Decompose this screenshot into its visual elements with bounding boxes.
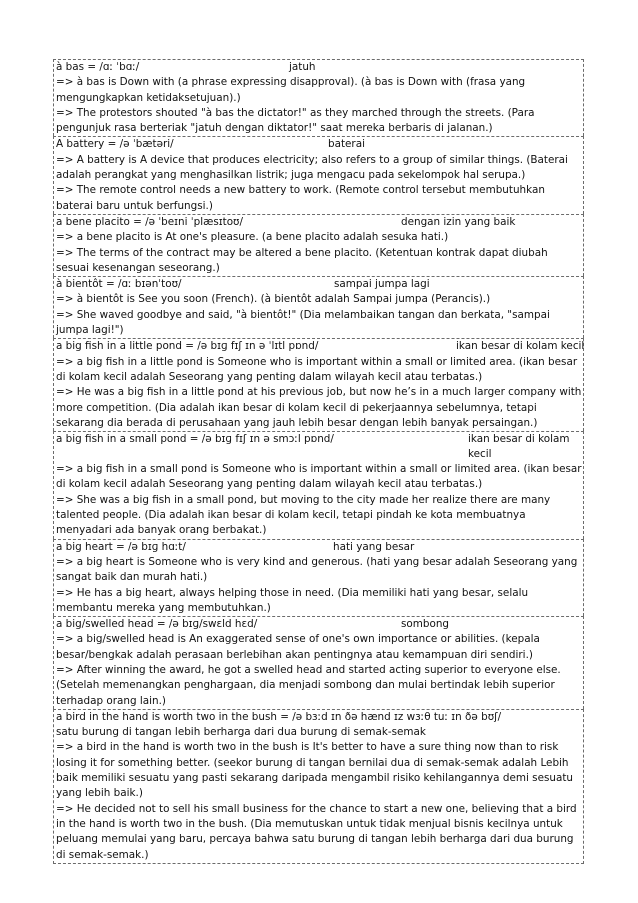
- entry-translation: dengan izin yang baik: [401, 215, 516, 228]
- entry-example: => She waved goodbye and said, "à bientôt!" (Dia melambaikan tangan dan berkata, "sampai jumpa lagi!"): [56, 308, 550, 337]
- entry-header: [56, 540, 582, 555]
- entry-header: [56, 617, 582, 632]
- entry-example: => He has a big heart, always helping those in need. (Dia memiliki hati yang besar, selalu membantu mereka yang membutuhkan.): [56, 586, 529, 614]
- entry-translation: sombong: [401, 618, 450, 631]
- entry-term: a bird in the hand is worth two in the bush = /ə bɜːd ɪn ðə hænd ɪz wɜːθ tuː ɪn ðə bʊʃ/: [56, 710, 502, 723]
- entry-definition: => a big fish in a little pond is Someone who is important within a small or limited area. (ikan besar di kolam kecil adalah Seseorang yang penting dalam wilayah kecil atau terbatas.): [56, 355, 578, 383]
- entry-term: à bas = /ɑː ˈbɑː/: [56, 61, 140, 73]
- vocabulary-entry: [53, 136, 584, 213]
- vocabulary-entry: [53, 539, 584, 616]
- entry-term: a big fish in a little pond = /ə bɪɡ fɪʃ ɪn ə ˈlɪtl pɒnd/: [56, 340, 319, 353]
- entry-translation: baterai: [328, 138, 365, 151]
- entry-translation: jatuh: [289, 61, 316, 73]
- entry-term: A battery = /ə ˈbætəri/: [56, 138, 174, 151]
- vocabulary-entry: [53, 431, 584, 538]
- entry-definition: => A battery is A device that produces electricity; also refers to a group of similar things. (Baterai adalah perangkat yang menghasilkan listrik; juga mengacu pada sekelompok hal serupa.): [56, 153, 568, 182]
- entry-definition: => a bene placito is At one's pleasure. (a bene placito adalah sesuka hati.): [56, 231, 449, 244]
- entry-header: [56, 60, 582, 75]
- entry-header: [56, 215, 582, 230]
- vocabulary-entry: [53, 709, 584, 864]
- vocabulary-entry: [53, 616, 584, 709]
- vocabulary-entry: [53, 214, 584, 276]
- entry-term: a big fish in a small pond = /ə bɪɡ fɪʃ ɪn ə smɔːl pɒnd/: [56, 433, 334, 446]
- entry-definition: => a big/swelled head is An exaggerated sense of one's own importance or abilities. (kepala besar/bengkak adalah perasaan berlebihan akan pentingnya atau kemampuan diri sendiri.): [56, 633, 540, 661]
- entry-definition: => a big fish in a small pond is Someone who is important within a small or limited area. (ikan besar di kolam kecil adalah Seseorang yang penting dalam wilayah kecil atau terbatas.): [56, 463, 582, 491]
- entry-definition: => à bientôt is See you soon (French). (à bientôt adalah Sampai jumpa (Perancis).): [56, 293, 491, 306]
- entry-header: [56, 339, 585, 354]
- entry-header: [56, 432, 582, 462]
- entry-term: a big heart = /ə bɪɡ hɑːt/: [56, 540, 186, 553]
- entry-translation: ikan besar di kolam kecil: [468, 433, 570, 461]
- entry-translation: ikan besar di kolam kecil: [456, 340, 585, 353]
- vocabulary-entry: [53, 59, 584, 136]
- vocabulary-entry: [53, 276, 584, 338]
- vocabulary-entry: [53, 338, 584, 431]
- entry-example: => He decided not to sell his small business for the chance to start a new one, believing that a bird in the hand is worth two in the bush. (Dia memutuskan untuk tidak menjual bisnis kecilnya untuk peluang memulai yang baru, percaya bahwa satu burung di tangan lebih berharga dari dua burung di semak-semak.): [56, 802, 577, 861]
- entry-example: => She was a big fish in a small pond, but moving to the city made her realize there are many talented people. (Dia adalah ikan besar di kolam kecil, tetapi pindah ke kota membuatnya menyadari ada banyak orang berbakat.): [56, 493, 551, 537]
- entry-term: a big/swelled head = /ə bɪɡ/swɛld hɛd/: [56, 618, 258, 631]
- entry-translation: hati yang besar: [333, 540, 415, 553]
- entry-translation: sampai jumpa lagi: [334, 278, 430, 291]
- entry-example: => After winning the award, he got a swelled head and started acting superior to everyone else. (Setelah memenangkan penghargaan, dia menjadi sombong dan mulai bertindak lebih superior terhadap orang lain.): [56, 663, 561, 707]
- entry-example: => He was a big fish in a little pond at his previous job, but now he’s in a much larger company with more competition. (Dia adalah ikan besar di kolam kecil di pekerjaannya sebelumnya, tetapi sekarang dia berada di perusahaan yang jauh lebih besar dengan lebih banyak persaingan.): [56, 386, 582, 429]
- entry-example: => The terms of the contract may be altered a bene placito. (Ketentuan kontrak dapat diubah sesuai kesenangan seseorang.): [56, 246, 548, 274]
- entry-example: => The remote control needs a new battery to work. (Remote control tersebut membutuhkan baterai baru untuk berfungsi.): [56, 184, 545, 212]
- entry-definition: => à bas is Down with (a phrase expressing disapproval). (à bas is Down with (frasa yang mengungkapkan ketidaksetujuan).): [56, 76, 526, 104]
- entry-header: [56, 137, 582, 152]
- entry-header: [56, 277, 582, 292]
- entry-term: à bientôt = /ɑː bɪənˈtoʊ/: [56, 278, 182, 291]
- vocabulary-sheet: [53, 59, 584, 864]
- entry-translation: satu burung di tangan lebih berharga dari dua burung di semak-semak: [56, 726, 426, 739]
- entry-term: a bene placito = /ə ˈbeɪni ˈplæsɪtoʊ/: [56, 215, 243, 228]
- entry-definition: => a bird in the hand is worth two in the bush is It's better to have a sure thing now than to risk losing it for something better. (seekor burung di tangan bernilai dua di semak-semak adalah Lebih baik memiliki sesuatu yang pasti sekarang daripada mengambil risiko kehilangannya demi sesuatu yang lebih baik.): [56, 741, 573, 800]
- entry-definition: => a big heart is Someone who is very kind and generous. (hati yang besar adalah Seseorang yang sangat baik dan murah hati.): [56, 555, 578, 584]
- entry-example: => The protestors shouted "à bas the dictator!" as they marched through the streets. (Para pengunjuk rasa berteriak "jatuh dengan diktator!" saat mereka berbaris di jalanan.): [56, 106, 535, 135]
